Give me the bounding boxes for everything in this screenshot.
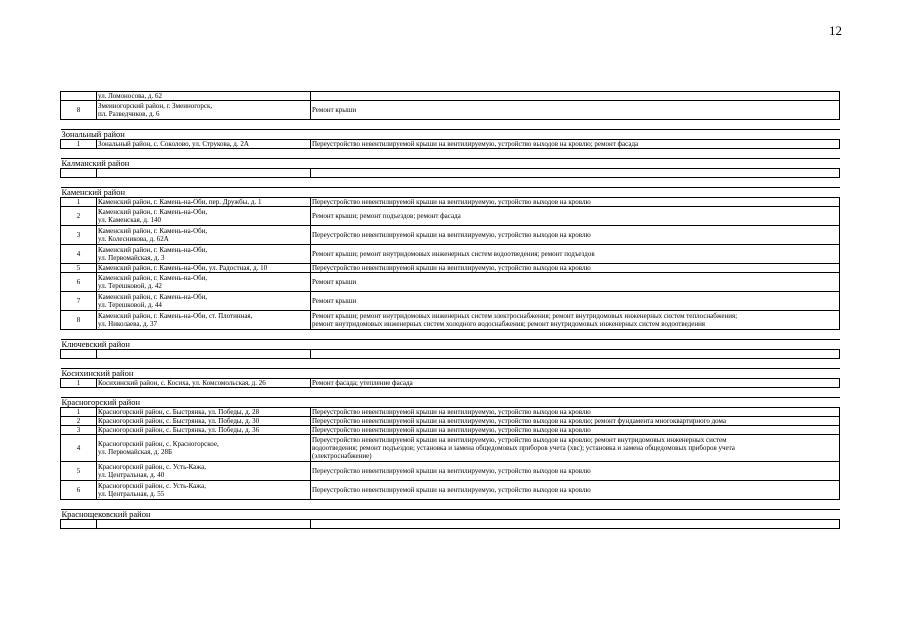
address-cell (97, 462, 311, 481)
item-number: 1 (61, 379, 97, 388)
work-cell (311, 169, 840, 178)
district-heading-row (61, 130, 840, 140)
address-line: ул. Ломоносова, д. 62 (98, 92, 162, 100)
work-cell (311, 273, 840, 292)
address-line: Красногорский район, с. Быстрянка, ул. Победы, д. 30 (98, 417, 260, 425)
address-line: Каменский район, г. Камень-на-Оби, ст. Плотинная, (98, 312, 253, 320)
item-number: 8 (61, 101, 97, 120)
work-cell (311, 264, 840, 273)
work-line: Переустройство невентилируемой крыши на вентилируемую, устройство выходов на кровлю; ремонт внутридомовых инженерных систем (312, 436, 727, 444)
address-line: Каменский район, г. Камень-на-Оби, (98, 246, 208, 254)
spacer-cell (61, 388, 840, 398)
address-line: ул. Терешковой, д. 42 (98, 282, 162, 290)
work-cell (311, 198, 840, 207)
address-line: ул. Каменская, д. 140 (98, 216, 161, 224)
spacer-row (61, 388, 840, 398)
item-number: 2 (61, 207, 97, 226)
district-name: Зональный район (61, 130, 840, 140)
table-row (61, 311, 840, 330)
item-number: 1 (61, 408, 97, 417)
item-number: 1 (61, 198, 97, 207)
address-line: Каменский район, г. Камень-на-Оби, ул. Радостная, д. 10 (98, 264, 268, 272)
table-row (61, 426, 840, 435)
work-line: Ремонт фасада; утепление фасада (312, 379, 413, 387)
table-body (61, 92, 840, 529)
work-cell (311, 292, 840, 311)
address-line: Красногорский район, с. Быстрянка, ул. Победы, д. 36 (98, 426, 260, 434)
work-line: Переустройство невентилируемой крыши на вентилируемую, устройство выходов на кровлю; ремонт фасада (312, 140, 639, 148)
address-line: Зональный район, с. Соколово, ул. Струкова, д. 2А (98, 140, 249, 148)
address-line: ул. Первомайская, д. 3 (98, 254, 165, 262)
work-line: Переустройство невентилируемой крыши на вентилируемую, устройство выходов на кровлю (312, 231, 591, 239)
address-line: ул. Колесникова, д. 62А (98, 235, 169, 243)
address-line: Косихинский район, с. Косиха, ул. Комсомольская, д. 26 (98, 379, 266, 387)
spacer-cell (61, 178, 840, 188)
address-cell (97, 292, 311, 311)
table-row (61, 273, 840, 292)
district-name: Краснощековский район (61, 510, 840, 520)
district-heading-row (61, 369, 840, 379)
address-cell (97, 169, 311, 178)
spacer-row (61, 120, 840, 130)
work-line: Ремонт крыши (312, 106, 357, 114)
spacer-row (61, 500, 840, 510)
work-line: Переустройство невентилируемой крыши на вентилируемую, устройство выходов на кровлю (312, 426, 591, 434)
district-name: Косихинский район (61, 369, 840, 379)
work-line: Переустройство невентилируемой крыши на вентилируемую, устройство выходов на кровлю (312, 486, 591, 494)
item-number: 6 (61, 273, 97, 292)
work-cell (311, 462, 840, 481)
empty-row (61, 169, 840, 178)
district-heading-row (61, 159, 840, 169)
item-number: 1 (61, 140, 97, 149)
item-number: 3 (61, 226, 97, 245)
work-line: Переустройство невентилируемой крыши на вентилируемую, устройство выходов на кровлю; ремонт фундамента многоквартирного дома (312, 417, 726, 425)
address-cell (97, 92, 311, 101)
address-line: ул. Николаева, д. 37 (98, 320, 158, 328)
address-line: ул. Центральная, д. 55 (98, 490, 165, 498)
address-cell (97, 379, 311, 388)
table-row (61, 207, 840, 226)
address-cell (97, 481, 311, 500)
work-line: Переустройство невентилируемой крыши на вентилируемую, устройство выходов на кровлю (312, 264, 591, 272)
table-row (61, 481, 840, 500)
spacer-cell (61, 359, 840, 369)
address-line: ул. Терешковой, д. 44 (98, 301, 162, 309)
table-row (61, 92, 840, 101)
work-line: Ремонт крыши (312, 297, 357, 305)
item-number: 8 (61, 311, 97, 330)
address-line: Красногорский район, с. Усть-Кажа, (98, 482, 206, 490)
address-cell (97, 408, 311, 417)
address-line: пл. Разведчиков, д. 6 (98, 110, 160, 118)
district-name: Каменский район (61, 188, 840, 198)
work-cell (311, 311, 840, 330)
num-cell (61, 169, 97, 178)
work-cell (311, 140, 840, 149)
work-line: ремонт внутридомовых инженерных систем холодного водоснабжения; ремонт внутридомовых инженерных систем водоотведения (312, 320, 706, 328)
table-row (61, 408, 840, 417)
address-cell (97, 520, 311, 529)
work-line: водоотведения; ремонт подъездов; установка и замена общедомовых приборов учета (хвс); установка и замена общедомовых приборов учета (312, 444, 735, 452)
address-line: Каменский район, г. Камень-на-Оби, (98, 208, 208, 216)
item-number: 4 (61, 245, 97, 264)
work-line: Ремонт крыши; ремонт подъездов; ремонт фасада (312, 212, 461, 220)
item-number: 5 (61, 264, 97, 273)
item-number: 3 (61, 426, 97, 435)
address-line: Каменский район, г. Камень-на-Оби, (98, 227, 208, 235)
address-cell (97, 101, 311, 120)
work-cell (311, 426, 840, 435)
table-row (61, 379, 840, 388)
table-row (61, 417, 840, 426)
spacer-cell (61, 500, 840, 510)
table-row (61, 264, 840, 273)
work-cell (311, 408, 840, 417)
district-heading-row (61, 188, 840, 198)
work-cell (311, 226, 840, 245)
spacer-row (61, 178, 840, 188)
address-cell (97, 311, 311, 330)
work-cell (311, 207, 840, 226)
table-row (61, 292, 840, 311)
work-cell (311, 417, 840, 426)
address-line: Каменский район, г. Камень-на-Оби, (98, 274, 208, 282)
num-cell (61, 520, 97, 529)
address-cell (97, 435, 311, 462)
district-heading-row (61, 398, 840, 408)
item-number: 6 (61, 481, 97, 500)
address-line: Красногорский район, с. Быстрянка, ул. Победы, д. 28 (98, 408, 260, 416)
table-row (61, 462, 840, 481)
work-cell (311, 101, 840, 120)
work-cell (311, 245, 840, 264)
address-cell (97, 140, 311, 149)
table-row (61, 435, 840, 462)
district-name: Красногорский район (61, 398, 840, 408)
item-number (61, 92, 97, 101)
address-cell (97, 426, 311, 435)
item-number: 4 (61, 435, 97, 462)
item-number: 2 (61, 417, 97, 426)
address-cell (97, 198, 311, 207)
district-heading-row (61, 340, 840, 350)
district-heading-row (61, 510, 840, 520)
work-cell (311, 92, 840, 101)
item-number: 5 (61, 462, 97, 481)
address-line: Каменский район, г. Камень-на-Оби, пер. Дружбы, д. 1 (98, 198, 262, 206)
work-line: Ремонт крыши; ремонт внутридомовых инженерных систем электроснабжения; ремонт внутридомовых инженерных систем теплоснабжения; (312, 312, 738, 320)
table-row (61, 101, 840, 120)
address-cell (97, 264, 311, 273)
address-cell (97, 207, 311, 226)
spacer-row (61, 149, 840, 159)
address-cell (97, 350, 311, 359)
table-row (61, 198, 840, 207)
work-cell (311, 520, 840, 529)
work-line: Переустройство невентилируемой крыши на вентилируемую, устройство выходов на кровлю (312, 408, 591, 416)
work-cell (311, 435, 840, 462)
table-row (61, 140, 840, 149)
work-line: Ремонт крыши (312, 278, 357, 286)
district-name: Ключевский район (61, 340, 840, 350)
address-cell (97, 226, 311, 245)
address-line: ул. Первомайская, д. 28Б (98, 448, 173, 456)
address-line: Красногорский район, с. Красногорское, (98, 440, 219, 448)
work-cell (311, 350, 840, 359)
work-cell (311, 379, 840, 388)
spacer-row (61, 330, 840, 340)
address-cell (97, 245, 311, 264)
table-row (61, 226, 840, 245)
address-cell (97, 417, 311, 426)
work-line: Переустройство невентилируемой крыши на вентилируемую, устройство выходов на кровлю (312, 467, 591, 475)
spacer-cell (61, 120, 840, 130)
district-name: Калманский район (61, 159, 840, 169)
address-line: Каменский район, г. Камень-на-Оби, (98, 293, 208, 301)
item-number: 7 (61, 292, 97, 311)
address-line: ул. Центральная, д. 40 (98, 471, 165, 479)
address-cell (97, 273, 311, 292)
work-line: Переустройство невентилируемой крыши на вентилируемую, устройство выходов на кровлю (312, 198, 591, 206)
empty-row (61, 520, 840, 529)
table-row (61, 245, 840, 264)
page-number: 12 (829, 23, 842, 38)
empty-row (61, 350, 840, 359)
spacer-row (61, 359, 840, 369)
spacer-cell (61, 330, 840, 340)
work-cell (311, 481, 840, 500)
spacer-cell (61, 149, 840, 159)
address-line: Красногорский район, с. Усть-Кажа, (98, 463, 206, 471)
repair-program-table (60, 91, 840, 529)
num-cell (61, 350, 97, 359)
work-line: Ремонт крыши; ремонт внутридомовых инженерных систем водоотведения; ремонт подъездов (312, 250, 595, 258)
work-line: (электроснабжение) (312, 452, 372, 460)
address-line: Змеиногорский район, г. Змеиногорск, (98, 102, 213, 110)
